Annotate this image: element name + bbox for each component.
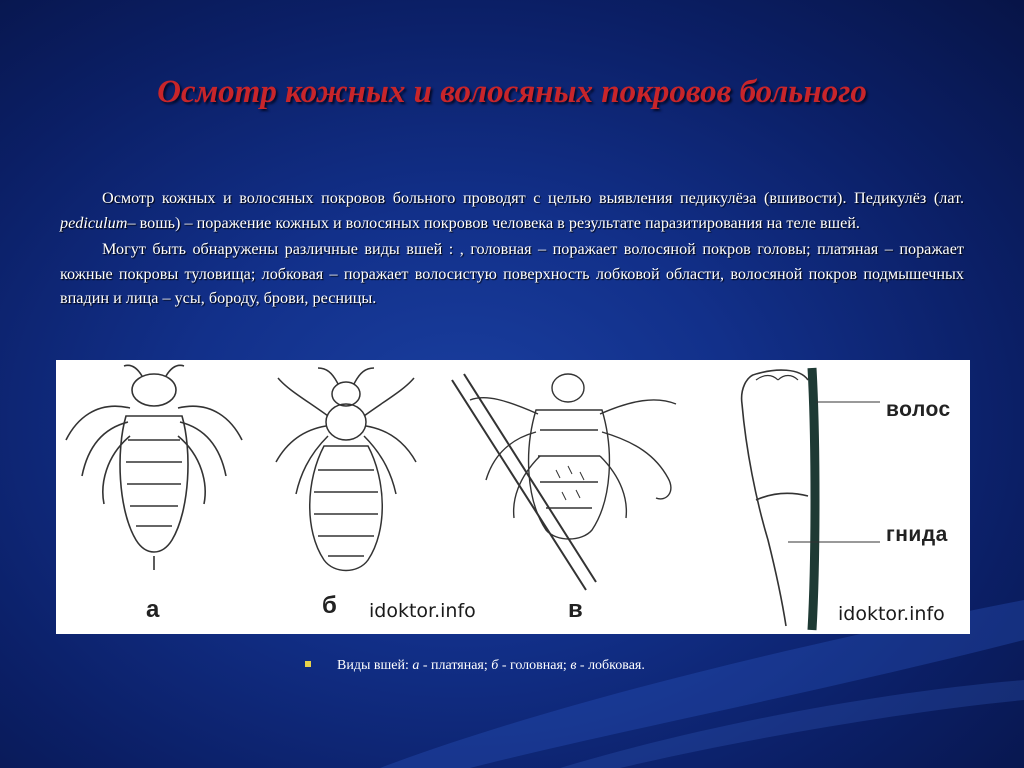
caption-b-letter: б: [491, 658, 499, 673]
pubic-louse-drawing: [452, 374, 676, 590]
caption-prefix: Виды вшей:: [337, 658, 413, 673]
watermark-2: idoktor.info: [838, 603, 945, 625]
caption-v-text: - лобковая.: [576, 658, 645, 673]
paragraph-lice-types: Могут быть обнаружены различные виды вшей : , головная – поражает волосяной покров головы; платяная – поражает кожные покровы туловища; лобковая – поражает волосистую поверхность лобковой области, волосяной покров подмышечных впадин и лица – усы, бороду, брови, ресницы.: [60, 240, 964, 307]
label-hair: волос: [886, 398, 951, 421]
bullet-icon: [305, 661, 311, 667]
label-b: б: [322, 592, 337, 619]
paragraph-1-part-1: Осмотр кожных и волосяных покровов больного проводят с целью выявления педикулёза (вшивости). Педикулёз (лат.: [102, 189, 964, 207]
slide-title: Осмотр кожных и волосяных покровов больного: [157, 74, 867, 110]
label-nit: гнида: [886, 523, 948, 546]
paragraph-pediculosis: [60, 186, 964, 235]
slide-body: [60, 186, 964, 311]
lice-figure: [56, 360, 970, 634]
caption-a-letter: а: [412, 658, 420, 673]
head-louse-drawing: [276, 368, 416, 571]
latin-term: pediculum: [60, 213, 128, 232]
figure-caption: [305, 658, 645, 674]
caption-v-letter: в: [570, 658, 577, 673]
paragraph-1-part-2: – вошь) – поражение кожных и волосяных покровов человека в результате паразитирования на теле вшей.: [127, 213, 860, 232]
lice-illustration: [56, 360, 970, 634]
caption-a-text: - платяная;: [419, 658, 492, 673]
caption-b-text: - головная;: [498, 658, 571, 673]
watermark-1: idoktor.info: [369, 600, 476, 622]
hair-nit-drawing: [742, 368, 880, 630]
body-louse-drawing: [66, 365, 242, 570]
label-v: в: [568, 596, 583, 623]
label-a: а: [146, 596, 160, 623]
